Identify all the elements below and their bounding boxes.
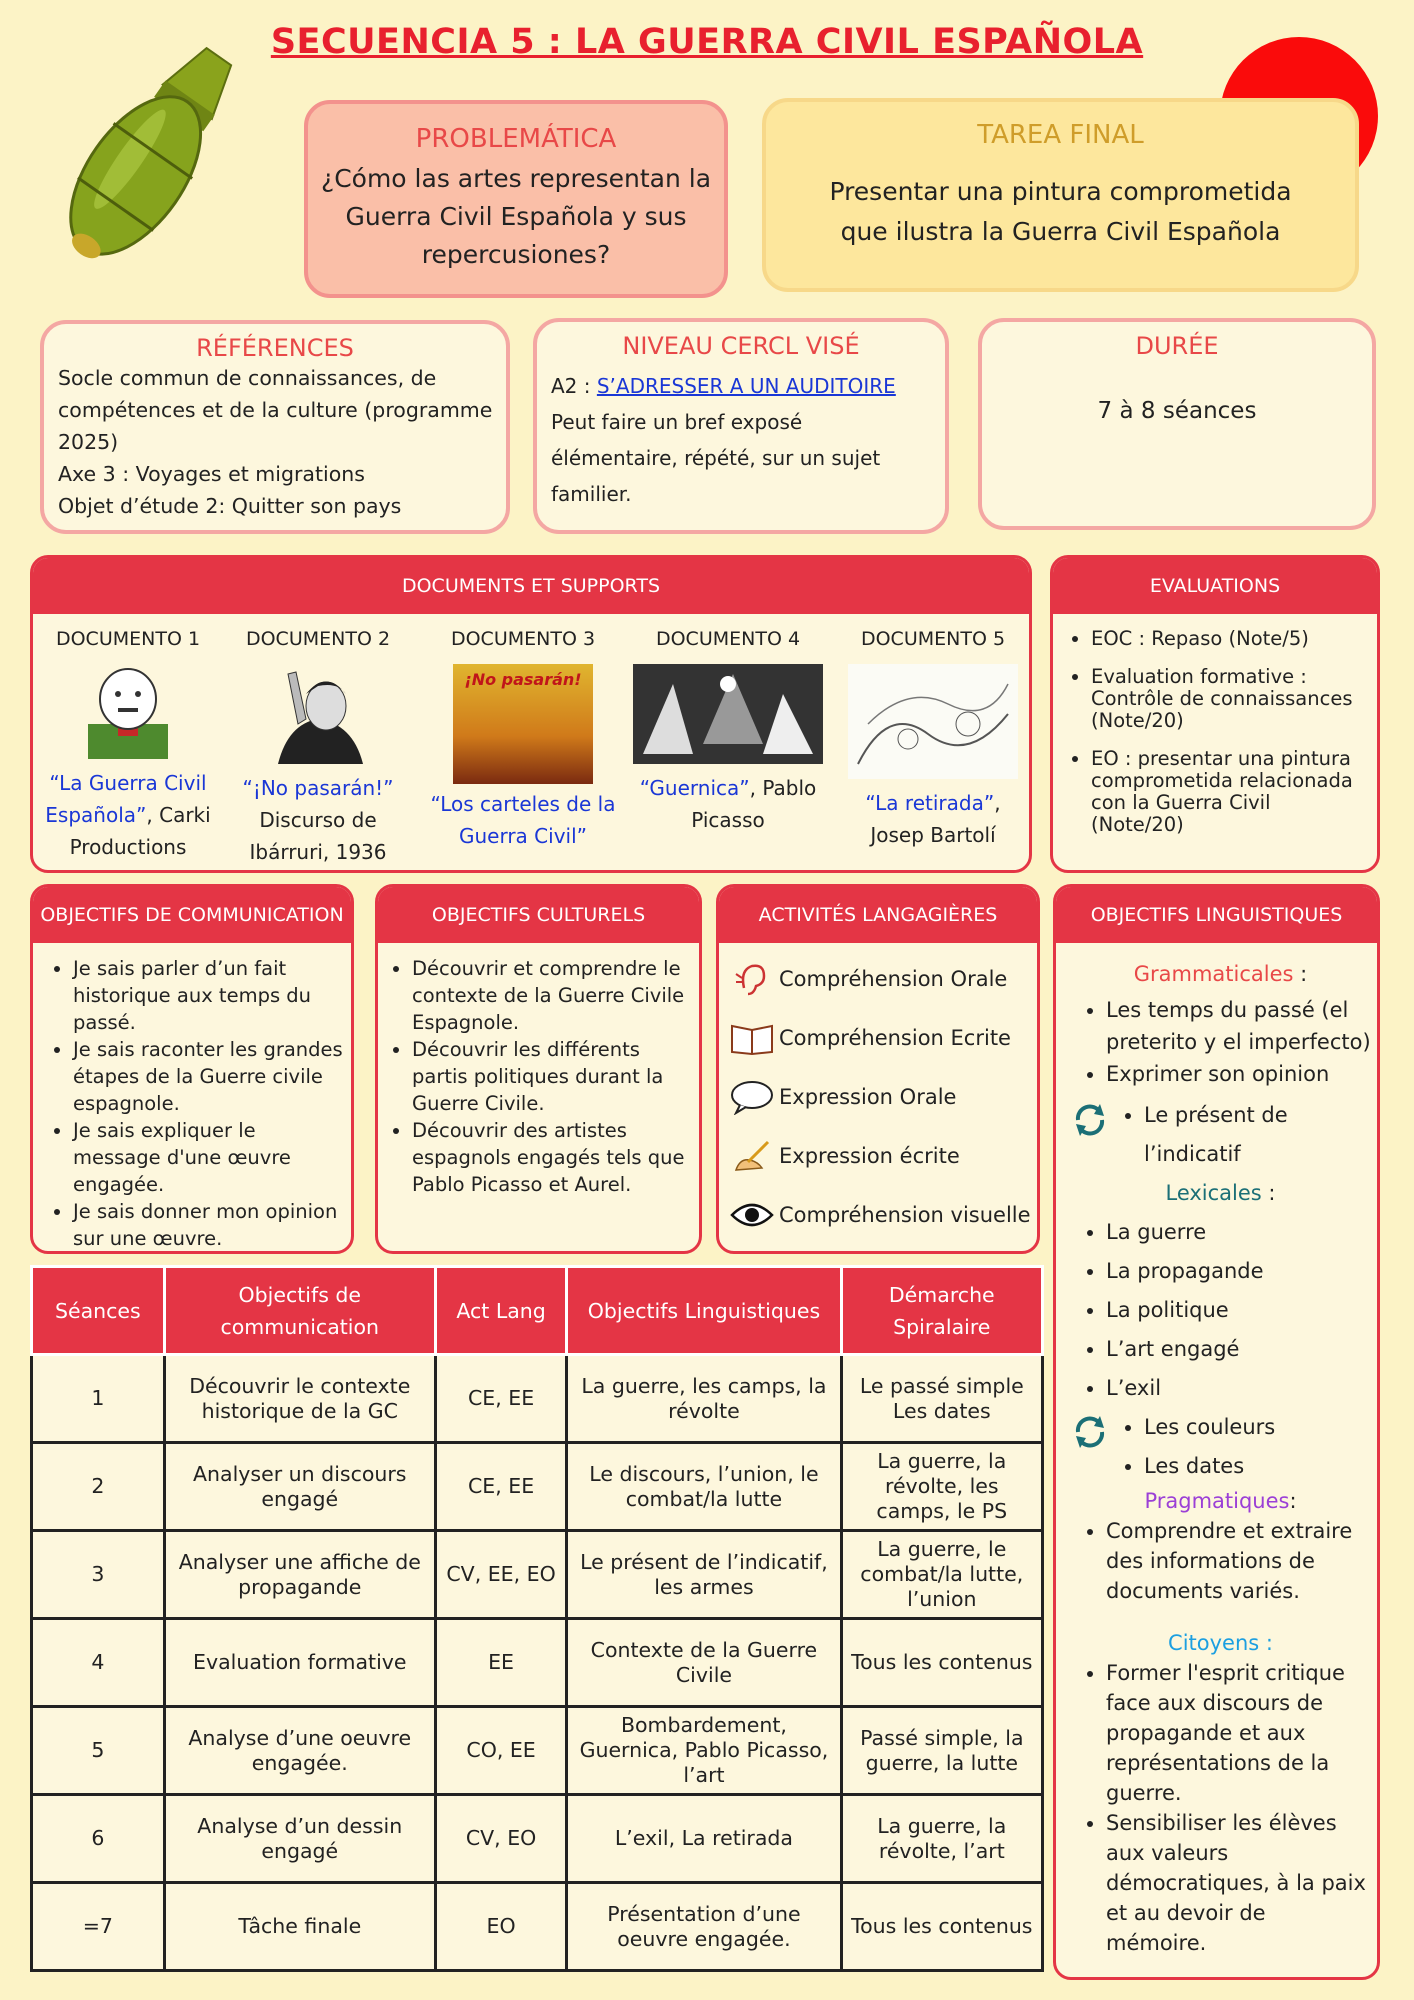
table-header-row [32,1267,1043,1355]
table-cell: Analyse d’un dessin engagé [164,1795,435,1883]
document-title: “La Guerra Civil Española” [45,771,207,827]
table-cell: Analyse d’une oeuvre engagée. [164,1707,435,1795]
activity-label: Expression écrite [779,1143,960,1168]
niveau-text: Peut faire un bref exposé élémentaire, répété, sur un sujet familier. [551,410,881,506]
ibarruri-photo-image [258,664,378,764]
objectifs-linguistiques-heading: OBJECTIFS LINGUISTIQUES [1056,887,1377,943]
table-cell: 3 [32,1531,165,1619]
activity-label: Compréhension Ecrite [779,1025,1011,1050]
niveau-link[interactable]: S’ADRESSER A UN AUDITOIRE [596,374,896,398]
citoyens-title: Citoyens : [1168,1631,1273,1655]
list-item: • Je sais parler d’un fait historique aux temps du passé. [73,955,343,1036]
table-cell: EO [435,1883,566,1971]
list-item: • Les couleurs [1144,1408,1371,1447]
document-label: DOCUMENTO 2 [245,628,391,650]
list-item: • Les dates [1144,1447,1371,1486]
document-author: , Carki Productions [69,803,211,859]
document-4[interactable] [633,628,823,836]
niveau-prefix: A2 : [551,374,597,398]
poster-text: ¡No pasarán! [464,670,582,689]
objectifs-communication-heading: OBJECTIFS DE COMMUNICATION [33,887,351,943]
evaluations-panel [1050,555,1380,873]
page-title: SECUENCIA 5 : LA GUERRA CIVIL ESPAÑOLA [270,22,1144,62]
activity-item [719,949,1037,1008]
grammaticales-title: Grammaticales [1133,962,1294,986]
document-label: DOCUMENTO 5 [860,628,1006,650]
activity-item [719,1126,1037,1185]
table-header: Séances [32,1267,165,1355]
objectifs-culturels-heading: OBJECTIFS CULTURELS [378,887,699,943]
document-title: “Guernica” [639,776,750,800]
documents-panel [30,555,1032,873]
table-cell: =7 [32,1883,165,1971]
writing-hand-icon [729,1136,775,1176]
speech-bubble-icon [729,1077,775,1117]
list-item: • Evaluation formative : Contrôle de connaissances (Note/20) [1091,666,1369,732]
table-row [32,1531,1043,1619]
objectifs-culturels-panel [375,884,702,1254]
table-cell: Tâche finale [164,1883,435,1971]
references-line: Socle commun de connaissances, de compétences et de la culture (programme 2025) [58,366,493,454]
table-cell: CE, EE [435,1355,566,1443]
eye-icon [729,1195,775,1235]
activity-item [719,1185,1037,1244]
document-5[interactable] [838,628,1028,851]
table-cell: Contexte de la Guerre Civile [567,1619,841,1707]
lexicales-title: Lexicales [1165,1181,1262,1205]
references-heading: RÉFÉRENCES [196,334,354,362]
list-item: • Découvrir des artistes espagnols engagés tels que Pablo Picasso et Aurel. [412,1117,691,1198]
evaluations-heading: EVALUATIONS [1053,558,1377,614]
list-item: • Je sais expliquer le message d'une œuvre engagée. [73,1117,343,1198]
list-item: • Découvrir les différents partis politiques durant la Guerre Civile. [412,1036,691,1117]
table-cell: Tous les contenus [841,1883,1042,1971]
table-cell: La guerre, les camps, la révolte [567,1355,841,1443]
niveau-box [533,318,949,534]
list-item: • Découvrir et comprendre le contexte de la Guerre Civile Espagnole. [412,955,691,1036]
list-item: • EOC : Repaso (Note/5) [1091,628,1369,650]
bomb-icon [40,30,260,280]
objectifs-linguistiques-panel: OBJECTIFS LINGUISTIQUES Grammaticales : • Les temps du passé (el preterito y el imperfecto) • Exprimer son opinion • Le présent de l’indicatif Lexicales : • La guerre • La propagande • La politique • L’art engagé • L’exil • Les couleurs • Les dates Pragmatiques: • Comprendre et extraire des informations de documents variés. Citoyens : • Former l'esprit critique face aux discours de propagande et aux représentations de la guerre. • Sensibiliser les élèves aux valeurs démocratiques, à la paix et au devoir de mémoire. [1053,884,1380,1980]
references-line: Objet d’étude 2: Quitter son pays [58,494,402,518]
sequence-table [30,1265,1044,1972]
document-author: , Pablo Picasso [691,776,817,832]
table-cell: CE, EE [435,1443,566,1531]
table-cell: Découvrir le contexte historique de la GC [164,1355,435,1443]
table-header: Objectifs Linguistiques [567,1267,841,1355]
activity-label: Compréhension visuelle [779,1202,1031,1227]
table-cell: Evaluation formative [164,1619,435,1707]
document-label: DOCUMENTO 4 [655,628,801,650]
franco-caricature-image [68,664,188,759]
table-cell: La guerre, la révolte, l’art [841,1795,1042,1883]
niveau-heading: NIVEAU CERCL VISÉ [622,332,860,360]
table-cell: EE [435,1619,566,1707]
table-header: Act Lang [435,1267,566,1355]
table-row [32,1619,1043,1707]
document-3[interactable] [428,628,618,852]
list-item: • La politique [1106,1291,1371,1330]
list-item: • Je sais donner mon opinion sur une œuvre. [73,1198,343,1252]
list-item: • Le présent de l’indicatif [1144,1096,1371,1174]
table-cell: L’exil, La retirada [567,1795,841,1883]
sync-icon [1070,1100,1110,1140]
tarea-final-heading: TAREA FINAL [977,120,1144,150]
table-header: Objectifs de communication [164,1267,435,1355]
table-cell: 5 [32,1707,165,1795]
activites-langagieres-panel [716,884,1040,1254]
document-author: , Josep Bartolí [870,791,1001,847]
table-cell: Le passé simple Les dates [841,1355,1042,1443]
table-cell: Le discours, l’union, le combat/la lutte [567,1443,841,1531]
no-pasaran-poster-image [453,664,593,784]
document-author: Discurso de Ibárruri, 1936 [249,808,387,864]
document-title: “La retirada” [865,791,995,815]
document-title: “Los carteles de la Guerra Civil” [430,792,616,848]
document-label: DOCUMENTO 3 [450,628,596,650]
list-item: • Exprimer son opinion [1106,1058,1371,1090]
activity-label: Expression Orale [779,1084,957,1109]
list-item: • La guerre [1106,1213,1371,1252]
table-cell: 2 [32,1443,165,1531]
table-cell: Tous les contenus [841,1619,1042,1707]
activity-item [719,1008,1037,1067]
table-cell: Analyser une affiche de propagande [164,1531,435,1619]
document-2[interactable] [223,628,413,868]
ear-icon [729,959,775,999]
table-cell: CV, EO [435,1795,566,1883]
table-cell: Bombardement, Guernica, Pablo Picasso, l’art [567,1707,841,1795]
guernica-image [633,664,823,764]
table-cell: Analyser un discours engagé [164,1443,435,1531]
objectifs-communication-panel [30,884,354,1254]
table-header: Démarche Spiralaire [841,1267,1042,1355]
problematica-box [304,100,728,298]
la-retirada-drawing-image [848,664,1018,779]
table-cell: Présentation d’une oeuvre engagée. [567,1883,841,1971]
book-icon [729,1018,775,1058]
activity-item [719,1067,1037,1126]
activites-heading: ACTIVITÉS LANGAGIÈRES [719,887,1037,943]
table-cell: La guerre, le combat/la lutte, l’union [841,1531,1042,1619]
table-cell: La guerre, la révolte, les camps, le PS [841,1443,1042,1531]
activity-label: Compréhension Orale [779,966,1008,991]
list-item: • Sensibiliser les élèves aux valeurs démocratiques, à la paix et au devoir de mémoire. [1106,1808,1371,1958]
references-box [40,320,510,534]
sync-icon [1070,1412,1110,1452]
document-1[interactable] [33,628,223,863]
list-item: • Les temps du passé (el preterito y el imperfecto) [1106,994,1371,1058]
table-cell: 1 [32,1355,165,1443]
list-item: • L’art engagé [1106,1330,1371,1369]
duree-heading: DURÉE [1135,332,1219,360]
table-row [32,1795,1043,1883]
document-title: “¡No pasarán!” [242,776,394,800]
tarea-final-box [762,98,1359,292]
table-row [32,1707,1043,1795]
table-row [32,1443,1043,1531]
list-item: • La propagande [1106,1252,1371,1291]
table-cell: CO, EE [435,1707,566,1795]
problematica-text: ¿Cómo las artes representan la Guerra Civil Española y sus repercusiones? [320,164,712,269]
references-line: Axe 3 : Voyages et migrations [58,462,365,486]
list-item: • Former l'esprit critique face aux discours de propagande et aux représentations de la guerre. [1106,1658,1371,1808]
table-row [32,1355,1043,1443]
table-cell: 4 [32,1619,165,1707]
list-item: • EO : presentar una pintura comprometida relacionada con la Guerra Civil (Note/20) [1091,748,1369,836]
documents-heading: DOCUMENTS ET SUPPORTS [33,558,1029,614]
list-item: • Comprendre et extraire des informations de documents variés. [1106,1516,1371,1606]
table-cell: CV, EE, EO [435,1531,566,1619]
duree-box [978,318,1376,530]
pragmatiques-title: Pragmatiques [1144,1489,1290,1513]
document-label: DOCUMENTO 1 [55,628,201,650]
tarea-final-text: Presentar una pintura comprometida que ilustra la Guerra Civil Española [829,177,1292,246]
list-item: • L’exil [1106,1369,1371,1408]
table-cell: Le présent de l’indicatif, les armes [567,1531,841,1619]
duree-text: 7 à 8 séances [1097,398,1257,424]
problematica-heading: PROBLEMÁTICA [415,124,617,154]
table-cell: Passé simple, la guerre, la lutte [841,1707,1042,1795]
table-row [32,1883,1043,1971]
table-cell: 6 [32,1795,165,1883]
list-item: • Je sais raconter les grandes étapes de la Guerre civile espagnole. [73,1036,343,1117]
